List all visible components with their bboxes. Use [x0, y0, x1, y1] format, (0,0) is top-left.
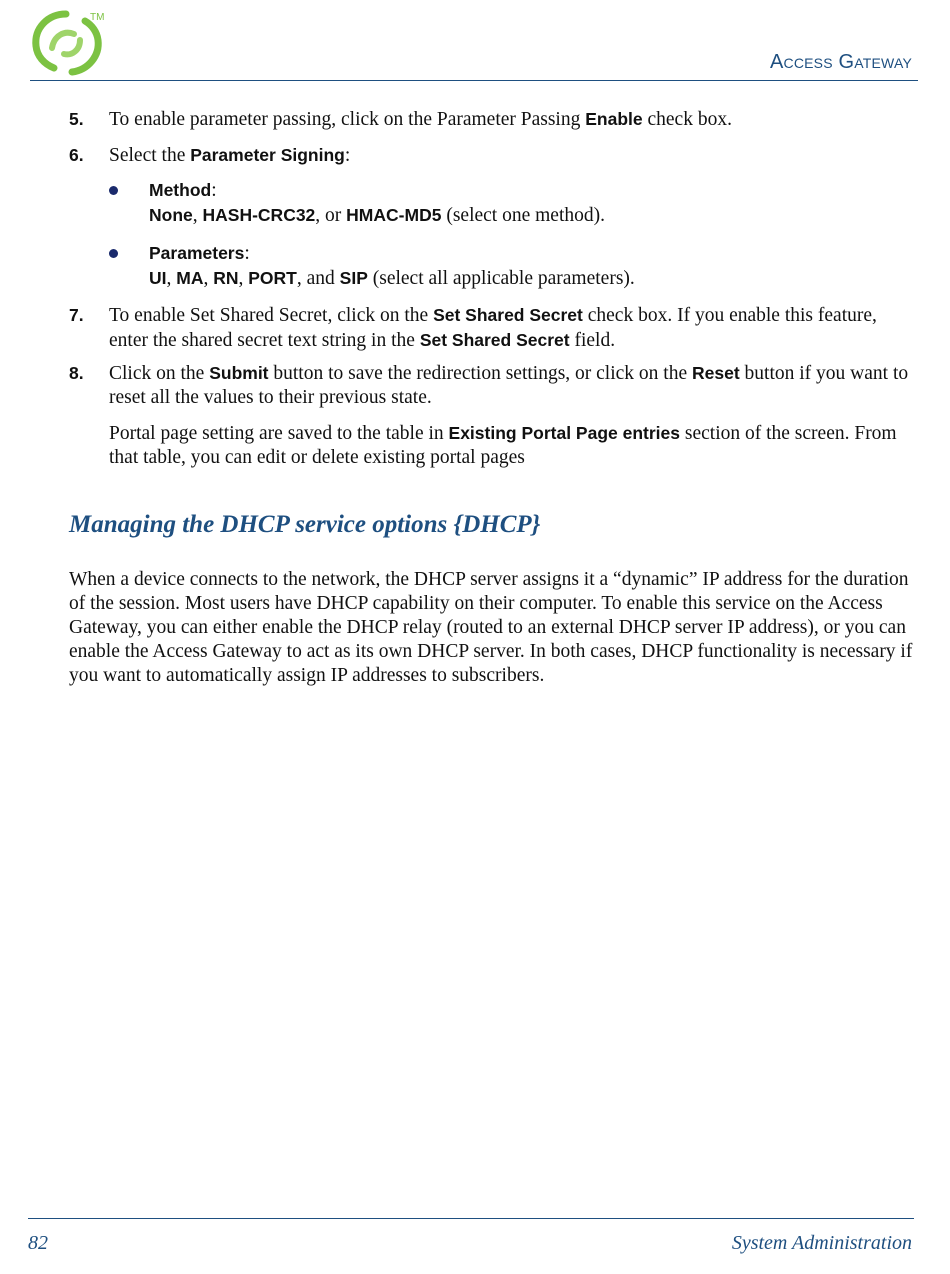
ui-term-set-shared-secret-field: Set Shared Secret — [419, 330, 570, 350]
step-5 — [69, 107, 919, 132]
header-title: Access Gateway — [769, 51, 912, 73]
param-sip: SIP — [339, 268, 368, 288]
section-paragraph: When a device connects to the network, the DHCP server assigns it a “dynamic” IP address for the duration of the session. Most users have DHCP capability on their computer. To enable this service on the Access Gateway, you can either enable the DHCP relay (routed to an external DHCP server IP address), or you can enable the Access Gateway to act as its own DHCP server. In both cases, DHCP functionality is necessary if you want to automatically assign IP addresses to subscribers. — [69, 569, 913, 686]
bullet-dot-icon — [109, 186, 118, 195]
param-rn: RN — [213, 268, 239, 288]
text-run: , — [238, 268, 249, 289]
text-run: check box. — [642, 109, 732, 130]
step-number: 7. — [69, 305, 84, 325]
text-run: Click on the — [109, 363, 210, 384]
option-hmac-md5: HMAC-MD5 — [346, 205, 442, 225]
step-text — [109, 361, 914, 410]
text-run: , — [203, 268, 214, 289]
text-run: button to save the redirection settings, or click on the — [268, 363, 692, 384]
step-number: 5. — [69, 109, 84, 129]
text-run: To enable Set Shared Secret, click on the — [109, 305, 434, 326]
page-number: 82 — [28, 1232, 48, 1254]
section-heading: Managing the DHCP service options {DHCP} — [69, 511, 541, 538]
text-run: : — [211, 180, 217, 201]
ui-term-set-shared-secret: Set Shared Secret — [433, 305, 583, 325]
text-run: check box. If you enable this feature, enter the shared secret text string in the — [109, 305, 877, 351]
header-divider — [30, 80, 918, 81]
swirl-logo-icon — [28, 6, 112, 78]
text-run: (select all applicable parameters). — [367, 268, 635, 289]
bullet-method — [109, 178, 919, 228]
bullet-label: Parameters — [149, 243, 245, 263]
bullet-parameters — [109, 241, 919, 291]
footer-section-title: System Administration — [731, 1232, 912, 1254]
step-6 — [69, 143, 919, 168]
step-number: 6. — [69, 145, 84, 165]
step-8 — [69, 361, 919, 410]
ui-term-parameter-signing: Parameter Signing — [190, 145, 345, 165]
text-run: field. — [569, 330, 616, 351]
text-run: Select the — [109, 145, 191, 166]
text-run: , and — [296, 268, 340, 289]
step-text — [109, 107, 914, 132]
bullet-label: Method — [149, 180, 212, 200]
param-ma: MA — [176, 268, 204, 288]
trademark-mark: TM — [90, 12, 105, 23]
text-run: , — [192, 205, 203, 226]
text-run: (select one method). — [441, 205, 605, 226]
text-run: button if you want to reset all the values to their previous state. — [109, 363, 909, 408]
step-number: 8. — [69, 363, 84, 383]
text-run: , or — [315, 205, 347, 226]
step-7 — [69, 303, 919, 353]
text-run: : — [244, 243, 250, 264]
option-none: None — [149, 205, 193, 225]
text-run: , — [166, 268, 177, 289]
bullet-text — [149, 178, 919, 228]
bullet-dot-icon — [109, 249, 118, 258]
bullet-text — [149, 241, 919, 291]
text-run: : — [344, 145, 351, 166]
ui-term-submit: Submit — [209, 363, 269, 383]
ui-term-enable: Enable — [585, 109, 643, 129]
text-run: section of the screen. From that table, you can edit or delete existing portal pages — [109, 423, 897, 468]
ui-term-reset: Reset — [692, 363, 740, 383]
param-port: PORT — [248, 268, 297, 288]
option-hash-crc32: HASH-CRC32 — [202, 205, 316, 225]
footer-divider — [28, 1218, 914, 1219]
ui-term-existing-portal-page-entries: Existing Portal Page entries — [448, 423, 680, 443]
text-run: To enable parameter passing, click on the Parameter Passing — [109, 109, 586, 130]
company-logo — [28, 6, 112, 78]
step-text — [109, 143, 914, 168]
param-ui: UI — [149, 268, 167, 288]
text-run: Portal page setting are saved to the table in — [109, 423, 449, 444]
step-text — [109, 303, 914, 353]
step-8-note — [109, 421, 914, 470]
